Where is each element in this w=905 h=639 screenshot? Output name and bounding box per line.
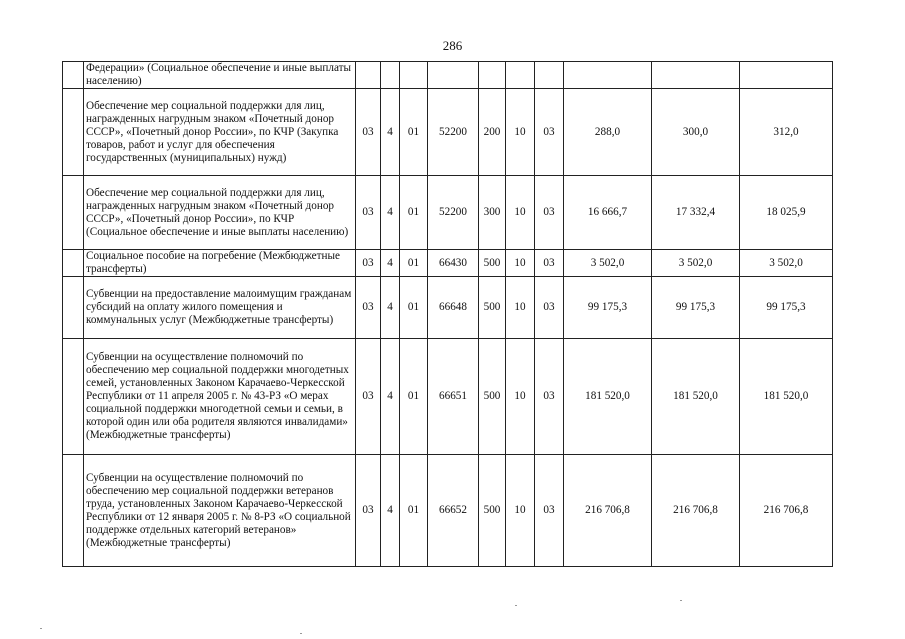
page-number: 286 — [442, 38, 463, 53]
amount-year-3: 312,0 — [740, 89, 833, 176]
code-program-part: 4 — [381, 339, 400, 455]
table-body — [63, 62, 833, 567]
code-direction: 66651 — [428, 339, 479, 455]
amount-year-2: 99 175,3 — [652, 277, 740, 339]
row-description: Субвенции на предоставление малоимущим гражданам субсидий на оплату жилого помещения и коммунальных услуг (Межбюджетные трансферты) — [84, 277, 356, 339]
code-ministry: 03 — [356, 339, 381, 455]
code-subprogram: 01 — [400, 89, 428, 176]
table-row — [63, 277, 833, 339]
code-expense-type: 500 — [479, 250, 506, 277]
code-subprogram: 01 — [400, 277, 428, 339]
code-expense-type: 300 — [479, 176, 506, 250]
code-section: 10 — [506, 89, 535, 176]
table-row — [63, 176, 833, 250]
code-section: 10 — [506, 339, 535, 455]
amount-year-2: 300,0 — [652, 89, 740, 176]
row-margin-cell — [63, 62, 84, 89]
code-expense-type: 500 — [479, 339, 506, 455]
code-section: 10 — [506, 250, 535, 277]
code-subsection: 03 — [535, 339, 564, 455]
code-ministry: 03 — [356, 250, 381, 277]
scan-speck — [680, 600, 682, 601]
table-row — [63, 339, 833, 455]
code-direction: 52200 — [428, 89, 479, 176]
amount-year-2: 17 332,4 — [652, 176, 740, 250]
amount-year-2 — [652, 62, 740, 89]
code-program-part — [381, 62, 400, 89]
code-program-part: 4 — [381, 89, 400, 176]
row-margin-cell — [63, 339, 84, 455]
amount-year-3: 216 706,8 — [740, 455, 833, 567]
code-expense-type: 500 — [479, 277, 506, 339]
row-margin-cell — [63, 277, 84, 339]
code-ministry — [356, 62, 381, 89]
scan-speck — [40, 628, 42, 629]
code-subprogram: 01 — [400, 339, 428, 455]
code-expense-type — [479, 62, 506, 89]
row-description: Субвенции на осуществление полномочий по обеспечению мер социальной поддержки ветеранов труда, установленных Законом Карачаево-Черкесской Республики от 12 января 2005 г. № 8-РЗ «О социальной поддержке отдельных категорий ветеранов» (Межбюджетные трансферты) — [84, 455, 356, 567]
code-subprogram: 01 — [400, 455, 428, 567]
amount-year-2: 181 520,0 — [652, 339, 740, 455]
row-description: Социальное пособие на погребение (Межбюджетные трансферты) — [84, 250, 356, 277]
row-description: Обеспечение мер социальной поддержки для лиц, награжденных нагрудным знаком «Почетный донор СССР», «Почетный донор России», по КЧР (Закупка товаров, работ и услуг для обеспечения государственных (муниципальных) нужд) — [84, 89, 356, 176]
row-description: Федерации» (Социальное обеспечение и иные выплаты населению) — [84, 62, 356, 89]
amount-year-3 — [740, 62, 833, 89]
row-margin-cell — [63, 250, 84, 277]
amount-year-1: 16 666,7 — [564, 176, 652, 250]
code-direction: 66430 — [428, 250, 479, 277]
row-description: Обеспечение мер социальной поддержки для лиц, награжденных нагрудным знаком «Почетный донор СССР», «Почетный донор России», по КЧР (Социальное обеспечение и иные выплаты населению) — [84, 176, 356, 250]
table-row — [63, 250, 833, 277]
code-subprogram — [400, 62, 428, 89]
code-program-part: 4 — [381, 250, 400, 277]
table-row — [63, 455, 833, 567]
amount-year-1: 181 520,0 — [564, 339, 652, 455]
code-subsection: 03 — [535, 250, 564, 277]
amount-year-3: 181 520,0 — [740, 339, 833, 455]
code-direction: 66652 — [428, 455, 479, 567]
amount-year-3: 3 502,0 — [740, 250, 833, 277]
amount-year-2: 216 706,8 — [652, 455, 740, 567]
code-ministry: 03 — [356, 277, 381, 339]
row-margin-cell — [63, 89, 84, 176]
table-row — [63, 89, 833, 176]
scan-speck — [515, 605, 517, 606]
code-subsection — [535, 62, 564, 89]
code-ministry: 03 — [356, 89, 381, 176]
amount-year-1: 3 502,0 — [564, 250, 652, 277]
table-row — [63, 62, 833, 89]
code-program-part: 4 — [381, 455, 400, 567]
code-expense-type: 500 — [479, 455, 506, 567]
amount-year-1 — [564, 62, 652, 89]
code-section: 10 — [506, 277, 535, 339]
code-subsection: 03 — [535, 89, 564, 176]
amount-year-3: 18 025,9 — [740, 176, 833, 250]
code-ministry: 03 — [356, 176, 381, 250]
code-subprogram: 01 — [400, 176, 428, 250]
row-description: Субвенции на осуществление полномочий по обеспечению мер социальной поддержки многодетных семей, установленных Законом Карачаево-Черкесской Республики от 11 апреля 2005 г. № 43-РЗ «О мерах социальной поддержки многодетной семьи и семьи, в которой один или оба родителя являются инвалидами» (Межбюджетные трансферты) — [84, 339, 356, 455]
row-margin-cell — [63, 455, 84, 567]
code-direction: 66648 — [428, 277, 479, 339]
code-program-part: 4 — [381, 176, 400, 250]
amount-year-1: 288,0 — [564, 89, 652, 176]
row-margin-cell — [63, 176, 84, 250]
code-expense-type: 200 — [479, 89, 506, 176]
code-direction: 52200 — [428, 176, 479, 250]
code-subsection: 03 — [535, 455, 564, 567]
code-section: 10 — [506, 455, 535, 567]
scan-speck — [300, 633, 302, 634]
code-program-part: 4 — [381, 277, 400, 339]
code-direction — [428, 62, 479, 89]
code-section: 10 — [506, 176, 535, 250]
code-subsection: 03 — [535, 176, 564, 250]
amount-year-1: 99 175,3 — [564, 277, 652, 339]
code-ministry: 03 — [356, 455, 381, 567]
code-section — [506, 62, 535, 89]
code-subsection: 03 — [535, 277, 564, 339]
amount-year-2: 3 502,0 — [652, 250, 740, 277]
code-subprogram: 01 — [400, 250, 428, 277]
amount-year-3: 99 175,3 — [740, 277, 833, 339]
budget-table — [62, 61, 833, 567]
amount-year-1: 216 706,8 — [564, 455, 652, 567]
